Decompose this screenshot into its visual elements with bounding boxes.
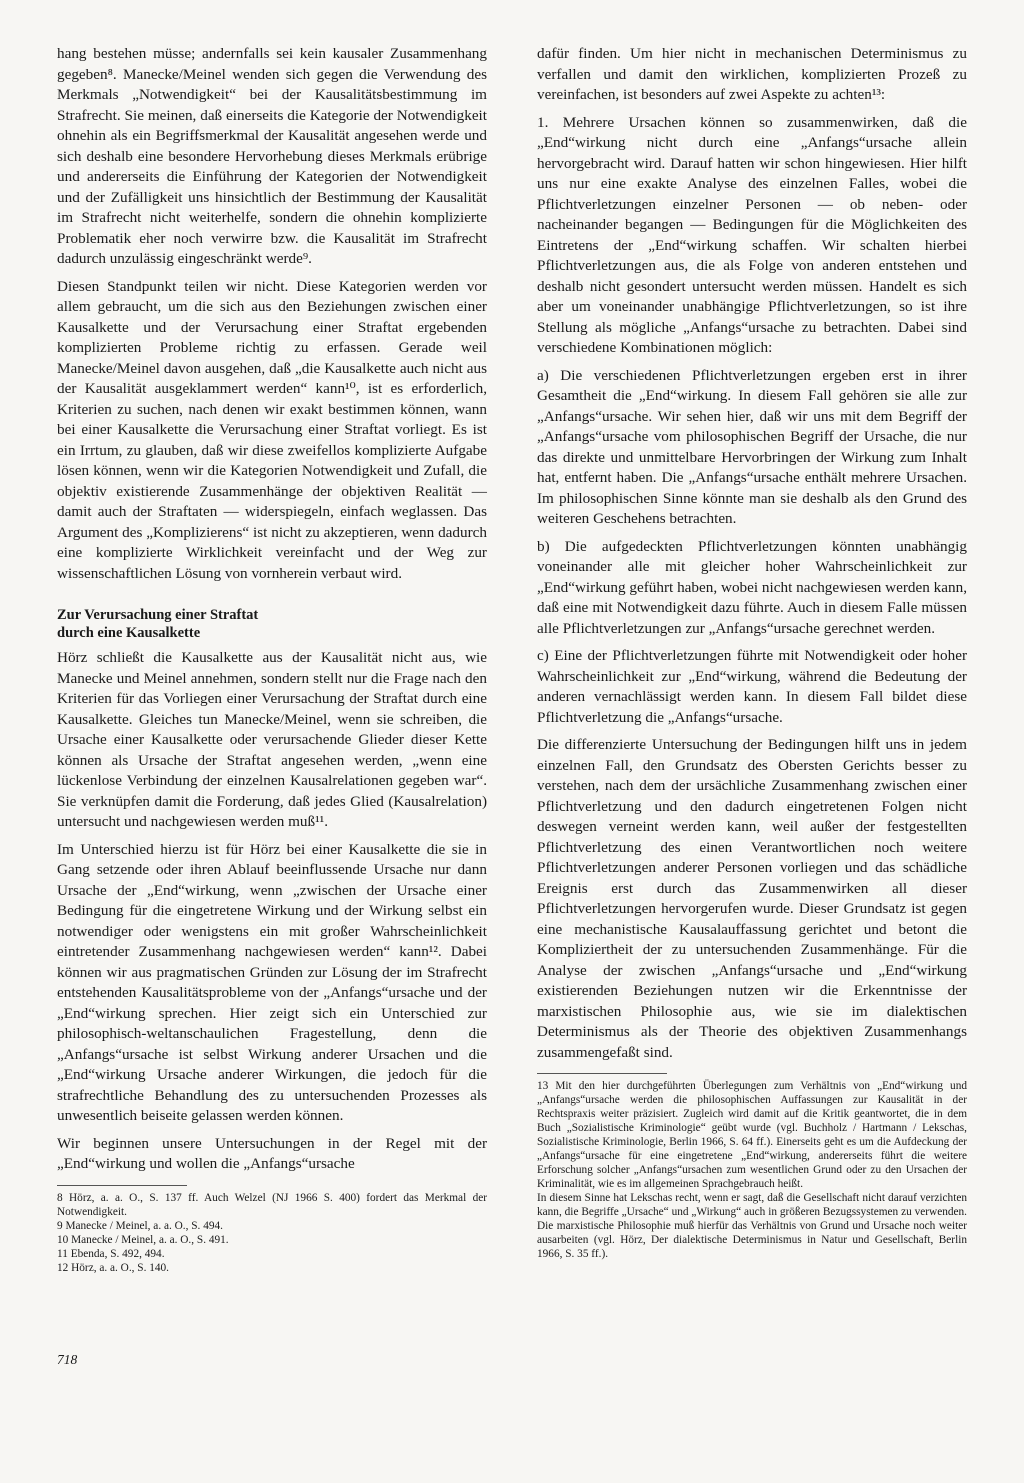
footnote: 13 Mit den hier durchgeführten Überlegungen zum Verhältnis von „End“wirkung und „Anfangs“ursache werden die philosophischen Auffassungen zur Kausalität in der Rechtspraxis weiter präzisiert. Zugleich wird damit auf die Kritik geantwortet, die in dem Buch „Sozialistische Kriminologie“ geübt wurde (vgl. Buchholz / Hartmann / Lekschas, Sozialistische Kriminologie, Berlin 1966, S. 64 ff.). Einerseits geht es um die Aufdeckung der „Anfangs“ursache für eine eingetretene „End“wirkung, andererseits führt die weitere Erforschung solcher „Anfangs“ursachen zum wesentlichen Grund oder zu den Ursachen der Kriminalität, wie es im allgemeinen Sprachgebrauch heißt. bbox=[537, 1080, 967, 1190]
body-paragraph: Diesen Standpunkt teilen wir nicht. Diese Kategorien werden vor allem gebraucht, um die sich aus den Beziehungen zwischen einer Kausalkette und der Verursachung einer Straftat ergebenden komplizierten Probleme richtig zu erfassen. Gerade weil Manecke/Meinel davon ausgehen, daß „die Kausalkette auch nicht aus der Kausalität ausgeklammert werden“ kann¹⁰, ist es erforderlich, Kriterien zu suchen, nach denen wir exakt bestimmen können, wann bei einer Kausalkette die Verursachung einer Straftat vorliegt. Es ist ein Irrtum, zu glauben, daß wir diese zweifellos komplizierte Aufgabe lösen können, wenn wir die Kategorien Notwendigkeit und Zufall, die objektiv existierende Zusammenhänge der objektiven Realität — damit auch der Straftaten — widerspiegeln, einfach weglassen. Das Argument des „Komplizierens“ ist nicht zu akzeptieren, wenn dadurch eine komplizierte Wirklichkeit vereinfacht und der Weg zur wissenschaftlichen Lösung von vornherein verbaut wird. bbox=[57, 277, 487, 582]
list-item: b) Die aufgedeckten Pflichtverletzungen könnten unabhängig voneinander alle mit gleicher hoher Wahrscheinlichkeit zur „End“wirkung geführt haben, wobei nicht nachgewiesen werden kann, daß eine mit Notwendigkeit dazu führte. Auch in diesem Falle müssen alle Pflichtverletzungen zur „Anfangs“ursache gerechnet werden. bbox=[537, 537, 967, 637]
footnotes-right bbox=[537, 1079, 967, 1261]
section-heading bbox=[57, 606, 487, 642]
footnote: 12 Hörz, a. a. O., S. 140. bbox=[57, 1261, 170, 1274]
body-paragraph: dafür finden. Um hier nicht in mechanischen Determinismus zu verfallen und damit den wirklichen, komplizierten Prozeß zu vereinfachen, ist besonders auf zwei Aspekte zu achten¹³: bbox=[537, 45, 967, 103]
left-column bbox=[57, 44, 487, 1275]
body-paragraph: Hörz schließt die Kausalkette aus der Kausalität nicht aus, wie Manecke und Meinel annehmen, sondern stellt nur die Frage nach den Kriterien für das Vorliegen einer Verursachung der Straftat durch eine Kausalkette. Gleiches tun Manecke/Meinel, wenn sie schreiben, die Ursache einer Kausalkette oder verursachende Glieder dieser Kette können als Ursache der Straftat angesehen werden, „wenn eine lückenlose Verbindung der einzelnen Kausalrelationen gegeben war“. Sie verknüpfen damit die Forderung, daß jedes Glied (Kausalrelation) untersucht und nachgewiesen werden muß¹¹. bbox=[57, 649, 487, 830]
page-number: 718 bbox=[57, 1352, 78, 1367]
body-paragraph: Wir beginnen unsere Untersuchungen in der Regel mit der „End“wirkung und wollen die „Anfangs“ursache bbox=[57, 1134, 487, 1172]
footnote-divider bbox=[57, 1185, 187, 1186]
right-column bbox=[537, 44, 967, 1261]
footnote: 9 Manecke / Meinel, a. a. O., S. 494. bbox=[57, 1219, 223, 1232]
section-heading-line: durch eine Kausalkette bbox=[57, 625, 201, 641]
footnote: In diesem Sinne hat Lekschas recht, wenn er sagt, daß die Gesellschaft nicht darauf verzichten kann, die Begriffe „Ursache“ und „Wirkung“ auch in größeren Bezugssystemen zu verwenden. Die marxistische Philosophie muß hierfür das Verhältnis von Grund und Ursache noch weiter ausarbeiten (vgl. Hörz, Der dialektische Determinismus in Natur und Gesellschaft, Berlin 1966, S. 35 ff.). bbox=[537, 1192, 967, 1260]
body-paragraph: hang bestehen müsse; andernfalls sei kein kausaler Zusammenhang gegeben⁸. Manecke/Meinel wenden sich gegen die Verwendung des Merkmals „Notwendigkeit“ bei der Kausalitätsbestimmung im Strafrecht. Sie meinen, daß einerseits die Kategorie der Notwendigkeit ohnehin als ein Begriffsmerkmal der Kausalität angesehen werde und sich deshalb eine besondere Hervorhebung dieses Merkmals erübrige und andererseits die Einführung der Kategorien der Notwendigkeit und der Zufälligkeit uns hinsichtlich der Bestimmung der Kausalität im Strafrecht nicht weiterhelfe, sondern die ohnehin komplizierte Problematik eher noch verwirre bzw. die Kausalität im Strafrecht dadurch unzulässig eingeschränkt werde⁹. bbox=[57, 45, 487, 267]
body-paragraph: 1. Mehrere Ursachen können so zusammenwirken, daß die „End“wirkung nicht durch eine „Anfangs“ursache allein hervorgebracht wird. Darauf hatten wir schon hingewiesen. Hier hilft uns nur eine exakte Analyse des einzelnen Falles, wobei die Pflichtverletzungen einzelner Personen — ob neben- oder nacheinander begangen — Bedingungen für die Möglichkeiten des Eintretens der „End“wirkung schaffen. Wir schalten hierbei Pflichtverletzungen aus, die als Folge von anderen entstehen und deshalb nicht gesondert untersucht werden müssen. Handelt es sich aber um voneinander unabhängige Pflichtverletzungen, so ist ihre Stellung als mögliche „Anfangs“ursache zu betrachten. Dabei sind verschiedene Kombinationen möglich: bbox=[537, 113, 967, 356]
list-item: a) Die verschiedenen Pflichtverletzungen ergeben erst in ihrer Gesamtheit die „End“wirkung. In diesem Fall gehören sie alle zur „Anfangs“ursache. Wir sehen hier, daß wir uns mit dem Begriff der „Anfangs“ursache vom philosophischen Begriff der Ursache, die nur das direkte und unmittelbare Hervorbringen der Wirkung zum Inhalt hat, entfernt haben. Die „Anfangs“ursache enthält mehrere Ursachen. Im philosophischen Sinne könnte man sie deshalb als den Grund des weiteren Geschehens betrachten. bbox=[537, 366, 967, 527]
section-heading-line: Zur Verursachung einer Straftat bbox=[57, 607, 259, 623]
list-item: c) Eine der Pflichtverletzungen führte mit Notwendigkeit oder hoher Wahrscheinlichkeit zur „End“wirkung, während die Bedeutung der anderen vernachlässigt werden kann. In diesem Fall bildet diese Pflichtverletzung die „Anfangs“ursache. bbox=[537, 647, 967, 726]
footnotes-left bbox=[57, 1191, 487, 1275]
body-paragraph: Die differenzierte Untersuchung der Bedingungen hilft uns in jedem einzelnen Fall, den Grundsatz des Obersten Gerichts besser zu verstehen, nach dem der ursächliche Zusammenhang zwischen einer Pflichtverletzung und den dadurch eingetretenen Folgen nicht deswegen verneint werden kann, weil außer der festgestellten Pflichtverletzung des einen Verantwortlichen noch weitere Pflichtverletzungen anderer Personen vorliegen und das schädliche Ereignis erst durch das Zusammenwirken all dieser Pflichtverletzungen hervorgerufen wurde. Dieser Grundsatz ist gegen eine mechanistische Kausalauffassung gerichtet und betont die Kompliziertheit der zu untersuchenden Zusammenhänge. Für die Analyse der zwischen „Anfangs“ursache und „End“wirkung existierenden Beziehungen nutzen wir die Erkenntnisse der marxistischen Philosophie aus, wie sie im dialektischen Determinismus als der Theorie des objektiven Zusammenhangs zusammengefaßt sind. bbox=[537, 736, 967, 1061]
footnote-divider bbox=[537, 1073, 667, 1074]
footnote: 10 Manecke / Meinel, a. a. O., S. 491. bbox=[57, 1233, 229, 1246]
footnote: 11 Ebenda, S. 492, 494. bbox=[57, 1247, 165, 1260]
footnote: 8 Hörz, a. a. O., S. 137 ff. Auch Welzel (NJ 1966 S. 400) fordert das Merkmal der Notwendigkeit. bbox=[57, 1191, 487, 1218]
body-paragraph: Im Unterschied hierzu ist für Hörz bei einer Kausalkette die sie in Gang setzende oder ihren Ablauf beeinflussende Ursache nur dann Ursache der „End“wirkung, wenn „zwischen der Ursache einer Bedingung für die eingetretene Wirkung und der Wirkung selbst ein notwendiger oder wenigstens ein mit großer Wahrscheinlichkeit eintretender Zusammenhang nachgewiesen werden“ kann¹². Dabei können wir aus pragmatischen Gründen zur Lösung der im Strafrecht entstehenden Kausalitätsprobleme von der „Anfangs“ursache und der „End“wirkung sprechen. Hier zeigt sich ein Unterschied zur philosophisch-weltanschaulichen Fragestellung, denn die „Anfangs“ursache ist selbst Wirkung anderer Ursachen und die „End“wirkung Ursache anderer Wirkungen, die jedoch für die strafrechtliche Behandlung des zu untersuchenden Prozesses als unwesentlich beiseite gelassen werden können. bbox=[57, 840, 487, 1124]
